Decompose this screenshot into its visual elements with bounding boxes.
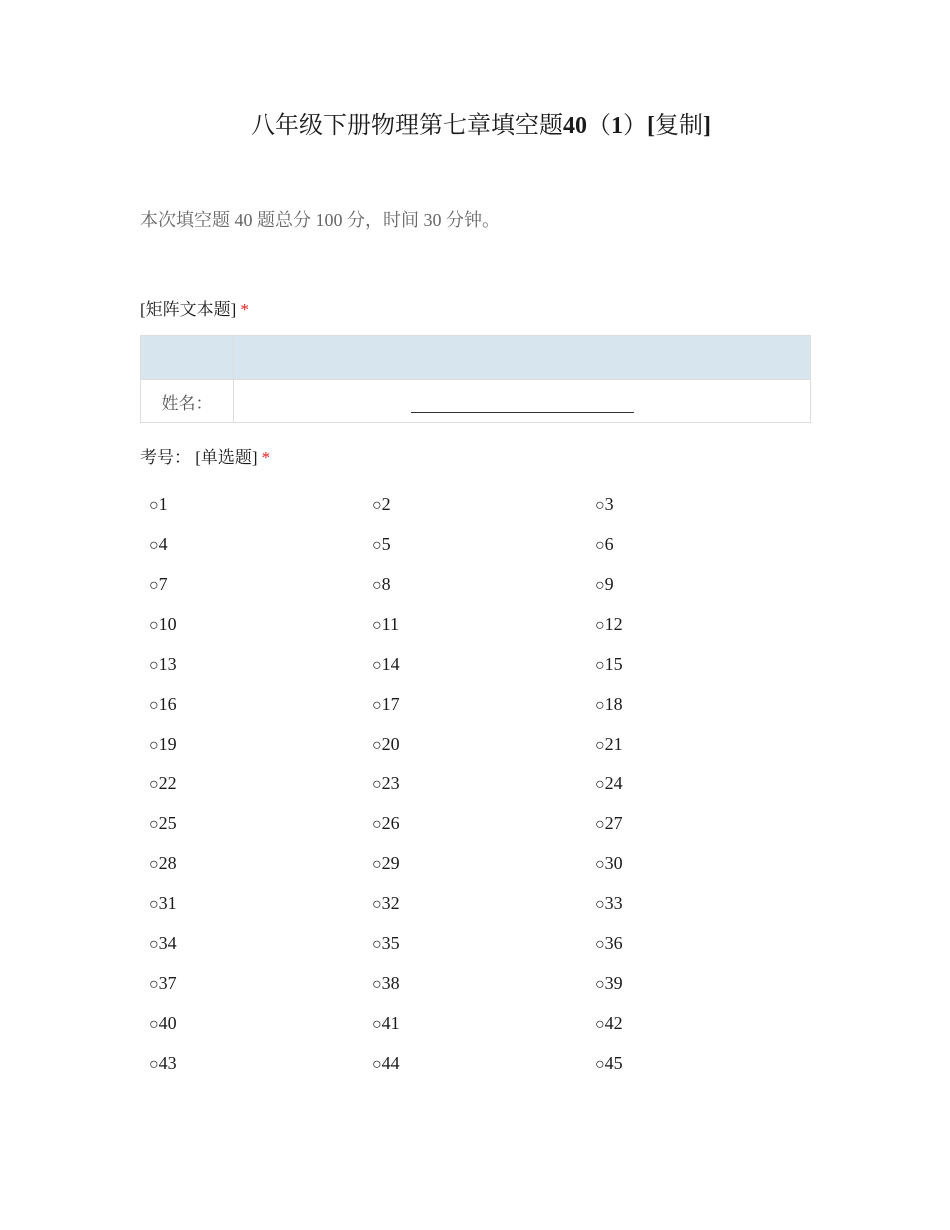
radio-option[interactable] xyxy=(149,524,372,564)
radio-circle-icon[interactable]: ○ xyxy=(595,576,605,594)
radio-option-label: 17 xyxy=(381,693,400,714)
radio-option[interactable] xyxy=(372,1043,595,1083)
radio-option-label: 45 xyxy=(604,1052,623,1073)
title-paren-close: ） xyxy=(623,113,647,139)
radio-option-label: 13 xyxy=(158,653,177,674)
radio-option[interactable] xyxy=(595,883,818,923)
radio-circle-icon[interactable]: ○ xyxy=(149,536,159,554)
radio-option-label: 12 xyxy=(604,613,623,634)
radio-option[interactable] xyxy=(149,843,372,883)
radio-option[interactable] xyxy=(595,963,818,1003)
radio-circle-icon[interactable]: ○ xyxy=(595,497,605,514)
radio-option[interactable] xyxy=(149,684,372,724)
radio-circle-icon[interactable]: ○ xyxy=(372,616,382,634)
radio-circle-icon[interactable]: ○ xyxy=(595,976,605,994)
radio-circle-icon[interactable]: ○ xyxy=(149,616,159,634)
radio-option[interactable] xyxy=(595,923,818,963)
radio-circle-icon[interactable]: ○ xyxy=(149,816,159,834)
radio-circle-icon[interactable]: ○ xyxy=(595,736,605,754)
radio-option-label: 6 xyxy=(604,533,614,554)
radio-option[interactable] xyxy=(595,484,818,524)
title-copy-label: 复制 xyxy=(655,113,703,139)
radio-option[interactable] xyxy=(595,803,818,843)
radio-option[interactable] xyxy=(372,963,595,1003)
survey-description: 本次填空题 40 题总分 100 分，时间 30 分钟。 xyxy=(140,210,500,230)
radio-circle-icon[interactable]: ○ xyxy=(149,656,159,674)
radio-option-label: 10 xyxy=(158,613,177,634)
title-number: 40 xyxy=(563,113,587,139)
matrix-header-row xyxy=(141,336,811,380)
title-bracket-open: [ xyxy=(647,113,655,139)
radio-circle-icon[interactable]: ○ xyxy=(149,1015,159,1033)
radio-option-label: 32 xyxy=(381,893,400,914)
radio-option[interactable] xyxy=(372,803,595,843)
radio-option-label: 37 xyxy=(158,973,177,994)
radio-circle-icon[interactable]: ○ xyxy=(149,976,159,994)
radio-option-label: 31 xyxy=(158,893,177,914)
radio-circle-icon[interactable]: ○ xyxy=(372,656,382,674)
radio-circle-icon[interactable]: ○ xyxy=(595,776,605,794)
radio-option[interactable] xyxy=(372,644,595,684)
radio-option[interactable] xyxy=(372,524,595,564)
radio-option[interactable] xyxy=(372,604,595,644)
radio-option-label: 11 xyxy=(381,613,400,634)
radio-option[interactable] xyxy=(372,843,595,883)
required-mark: * xyxy=(240,300,249,319)
radio-circle-icon[interactable]: ○ xyxy=(595,536,605,554)
radio-circle-icon[interactable]: ○ xyxy=(595,1015,605,1033)
radio-option[interactable] xyxy=(595,1043,818,1083)
radio-option[interactable] xyxy=(372,1003,595,1043)
matrix-row xyxy=(141,380,811,423)
radio-option[interactable] xyxy=(149,763,372,803)
radio-option-label: 23 xyxy=(381,773,400,794)
radio-option[interactable] xyxy=(149,1043,372,1083)
question-title-text: 考号： [单选题] xyxy=(140,448,258,467)
radio-circle-icon[interactable]: ○ xyxy=(372,1055,382,1073)
radio-circle-icon[interactable]: ○ xyxy=(595,816,605,834)
radio-circle-icon[interactable]: ○ xyxy=(372,576,382,594)
radio-option[interactable] xyxy=(595,763,818,803)
radio-option-label: 9 xyxy=(604,573,614,594)
radio-option[interactable] xyxy=(149,883,372,923)
radio-circle-icon[interactable]: ○ xyxy=(149,736,159,754)
radio-circle-icon[interactable]: ○ xyxy=(149,576,159,594)
radio-option-label: 27 xyxy=(604,813,623,834)
radio-option-label: 34 xyxy=(158,933,177,954)
radio-option[interactable] xyxy=(149,604,372,644)
radio-circle-icon[interactable]: ○ xyxy=(595,936,605,954)
title-part: 1 xyxy=(611,113,623,139)
radio-option-label: 18 xyxy=(604,693,623,714)
title-text: 八年级下册物理第七章填空题 xyxy=(251,113,563,139)
radio-circle-icon[interactable]: ○ xyxy=(149,936,159,954)
radio-option-label: 14 xyxy=(381,653,400,674)
name-input[interactable] xyxy=(411,392,634,413)
radio-option[interactable] xyxy=(595,564,818,604)
radio-option[interactable] xyxy=(595,724,818,764)
radio-circle-icon[interactable]: ○ xyxy=(149,776,159,794)
radio-option-label: 26 xyxy=(381,813,400,834)
radio-option-label: 1 xyxy=(158,494,168,514)
radio-option[interactable] xyxy=(595,843,818,883)
radio-option[interactable] xyxy=(149,1003,372,1043)
radio-option[interactable] xyxy=(595,604,818,644)
radio-option-label: 35 xyxy=(381,933,400,954)
radio-option[interactable] xyxy=(372,724,595,764)
radio-option[interactable] xyxy=(149,963,372,1003)
radio-circle-icon[interactable]: ○ xyxy=(372,1015,382,1033)
radio-option-label: 21 xyxy=(604,733,623,754)
radio-option-label: 5 xyxy=(381,533,391,554)
required-mark: * xyxy=(261,448,271,467)
radio-circle-icon[interactable]: ○ xyxy=(372,696,382,714)
radio-option-label: 42 xyxy=(604,1012,623,1033)
radio-circle-icon[interactable]: ○ xyxy=(372,936,382,954)
radio-circle-icon[interactable]: ○ xyxy=(595,696,605,714)
matrix-row-label: 姓名： xyxy=(141,380,234,423)
radio-option-label: 33 xyxy=(604,893,623,914)
radio-option-label: 20 xyxy=(381,733,400,754)
radio-circle-icon[interactable]: ○ xyxy=(149,856,159,874)
radio-option-label: 3 xyxy=(604,494,614,514)
matrix-header-cell xyxy=(234,336,811,380)
radio-circle-icon[interactable]: ○ xyxy=(372,736,382,754)
single-choice-question-title xyxy=(140,446,270,470)
radio-option-label: 29 xyxy=(381,853,400,874)
radio-option-label: 38 xyxy=(381,973,400,994)
radio-circle-icon[interactable]: ○ xyxy=(595,856,605,874)
radio-option-label: 8 xyxy=(381,573,391,594)
radio-option-label: 28 xyxy=(158,853,177,874)
radio-circle-icon[interactable]: ○ xyxy=(595,896,605,914)
radio-circle-icon[interactable]: ○ xyxy=(372,976,382,994)
title-bracket-close: ] xyxy=(703,113,711,139)
radio-circle-icon[interactable]: ○ xyxy=(595,656,605,674)
radio-option-label: 39 xyxy=(604,973,623,994)
radio-option[interactable] xyxy=(372,564,595,604)
radio-option[interactable] xyxy=(149,803,372,843)
radio-option-label: 44 xyxy=(381,1052,400,1073)
radio-option[interactable] xyxy=(149,724,372,764)
radio-option-label: 22 xyxy=(158,773,177,794)
radio-option-label: 24 xyxy=(604,773,623,794)
page-title xyxy=(0,110,950,142)
radio-circle-icon[interactable]: ○ xyxy=(149,896,159,914)
radio-option[interactable] xyxy=(372,883,595,923)
radio-option[interactable] xyxy=(149,644,372,684)
radio-option-label: 2 xyxy=(381,494,391,514)
radio-option[interactable] xyxy=(595,524,818,564)
radio-option-label: 43 xyxy=(158,1052,177,1073)
radio-option[interactable] xyxy=(149,923,372,963)
radio-circle-icon[interactable]: ○ xyxy=(149,497,159,514)
radio-option-label: 25 xyxy=(158,813,177,834)
radio-option[interactable] xyxy=(372,763,595,803)
radio-option[interactable] xyxy=(595,1003,818,1043)
radio-options-grid xyxy=(149,484,819,1083)
radio-option[interactable] xyxy=(372,923,595,963)
matrix-header-corner xyxy=(141,336,234,380)
radio-circle-icon[interactable]: ○ xyxy=(372,816,382,834)
radio-option-label: 7 xyxy=(158,573,168,594)
radio-option-label: 16 xyxy=(158,693,177,714)
radio-circle-icon[interactable]: ○ xyxy=(372,856,382,874)
radio-circle-icon[interactable]: ○ xyxy=(595,616,605,634)
radio-option-label: 36 xyxy=(604,933,623,954)
question-title-text: [矩阵文本题] xyxy=(140,300,237,319)
radio-option-label: 4 xyxy=(158,533,168,554)
radio-circle-icon[interactable]: ○ xyxy=(372,896,382,914)
radio-circle-icon[interactable]: ○ xyxy=(595,1055,605,1073)
radio-circle-icon[interactable]: ○ xyxy=(372,497,382,514)
radio-option[interactable] xyxy=(149,564,372,604)
radio-circle-icon[interactable]: ○ xyxy=(149,1055,159,1073)
radio-option-label: 40 xyxy=(158,1012,177,1033)
radio-circle-icon[interactable]: ○ xyxy=(372,776,382,794)
radio-option[interactable] xyxy=(372,684,595,724)
radio-option[interactable] xyxy=(149,484,372,524)
title-paren-open: （ xyxy=(587,113,611,139)
matrix-text-table xyxy=(140,335,811,423)
radio-circle-icon[interactable]: ○ xyxy=(149,696,159,714)
matrix-input-cell xyxy=(234,380,811,423)
radio-option[interactable] xyxy=(595,644,818,684)
radio-option-label: 15 xyxy=(604,653,623,674)
radio-option[interactable] xyxy=(595,684,818,724)
matrix-question-title xyxy=(140,298,249,322)
radio-option[interactable] xyxy=(372,484,595,524)
radio-option-label: 41 xyxy=(381,1012,400,1033)
radio-option-label: 30 xyxy=(604,853,623,874)
radio-circle-icon[interactable]: ○ xyxy=(372,536,382,554)
radio-option-label: 19 xyxy=(158,733,177,754)
